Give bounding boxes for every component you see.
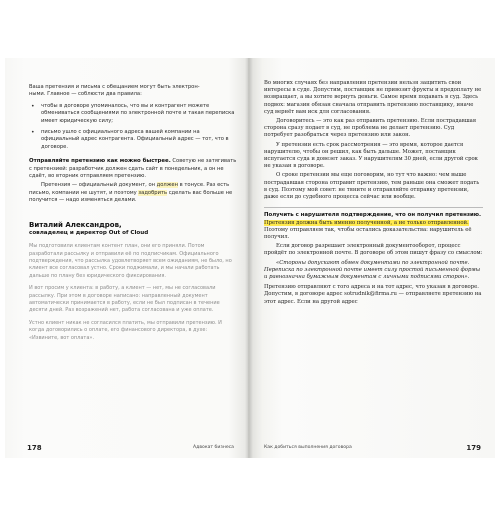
frame-paragraph bbox=[264, 212, 483, 241]
deadline-paragraph: У претензии есть срок рассмотрения — это время, которое дается нарушителю, чтобы он решил, как быть дальше. Может, поставщик испугается суда и довезет заказ. У нарушителям 30 дней, если другой срок не указан в договоре. bbox=[264, 141, 478, 170]
expert-quote: Мы подготовили клиентам контент план, они его приняли. Потом разработали рассылку и отправили её по подписчикам. Официального подтверждения, что рассылка удовлетворяет всем ожиданиям, не было, но клиент все согласовал устно. Сроки поджимали, и мы начали работать дальше по плану без юридического фиксирования. bbox=[29, 243, 232, 279]
footer-left: Адвокат бизнеса bbox=[193, 445, 234, 450]
frame-heading: Получить с нарушителя подтверждение, что он получил претензию. bbox=[264, 212, 482, 219]
footer-right: Как добиться выполнения договора bbox=[264, 445, 352, 450]
frame-highlight: Претензия должна быть именно полученной, а не только отправленной. bbox=[264, 219, 469, 226]
receipt-paragraph: О сроке претензии мы еще поговорим, но тут что важно: чем выше пострадавшая сторона отправит претензию, тем раньше она сможет подать в суд. Поэтому мой совет: не тяните и отправляйте отправку претензии, даже если до судебного процесса сейчас или вообще. bbox=[264, 172, 480, 201]
frame-text: Поэтому отправляем так, чтобы остались доказательства: нарушитель её получил. bbox=[264, 226, 472, 241]
left-page bbox=[5, 58, 248, 458]
expert-role: совладелец и директор Out of Cloud bbox=[29, 229, 149, 236]
book-gutter bbox=[245, 58, 253, 458]
claim-text-faint-highlight: должен bbox=[156, 182, 179, 189]
when-paragraph: Договоритесь — это как раз отправить претензию. Если пострадавшая сторона сразу подает в суд, не проблема не делает претензию. Суд потребует разобраться через претензию или закон. bbox=[264, 118, 477, 139]
intro-paragraph bbox=[29, 84, 238, 99]
right-page bbox=[248, 58, 495, 458]
claim-text: в тонусе. Раз есть письмо, компании не шутят, и поэтому bbox=[29, 182, 230, 196]
italic-quote: «Стороны допускают обмен документами по электронной почте. Переписка по электронной почте имеет силу простой письменной формы и равнозначна бумажным документам с личными подписями сторон». bbox=[264, 259, 481, 281]
expert-name: Виталий Александров, bbox=[29, 220, 122, 229]
rule-item: • письмо ушло с официального адреса вашей компании на официальный адрес контрагента. Официальный адрес — тот, что в договоре. bbox=[29, 129, 238, 151]
intro-line: Ваша претензия и письма с обещанием могут быть электрон- bbox=[29, 84, 200, 90]
top-paragraph: Во многих случаях без направления претензии нельзя защитить свои интересы в суде. Допустим, поставщик не привозит фрукты и предоплату не возвращает, а вы хотите вернуть деньги. Самое время подавать в суд. Здесь подвох: магазин обязан сначала отправить претензию поставщику, иначе суд вернёт вам иск для согласования. bbox=[264, 80, 482, 115]
claim-paragraph bbox=[29, 182, 238, 204]
open-book bbox=[5, 58, 495, 458]
receipt-frame bbox=[264, 207, 483, 241]
claim-text-highlight: задобрить bbox=[138, 189, 168, 196]
claim-text: сделать вас больше не получится — надо изменяться делами. bbox=[29, 189, 233, 204]
rule-item: • чтобы в договоре упоминалось, что вы и контрагент можете обмениваться сообщениями по электронной почте и такая переписка имеет юридическую силу; bbox=[29, 103, 238, 125]
section-text: Советую не затягивать с претензией: разработчик должен сдать сайт в понедельник, а он не сдаёт, во вторник отправляем претензию. bbox=[29, 158, 237, 180]
intro-line: ными. Главное — соблюсти два правила: bbox=[29, 91, 142, 98]
rules-list bbox=[29, 103, 238, 151]
section-paragraph bbox=[29, 158, 238, 180]
expert-quote: Устно клиент никак не согласился платить, мы отправили претензию. И когда договорились о оплате, его финансового директора, в духе: «Извините, вот оплата». bbox=[29, 319, 222, 341]
page-number-left: 178 bbox=[27, 444, 42, 452]
page-number-right: 179 bbox=[466, 444, 481, 452]
claim-text: Претензия — официальный документ, он bbox=[41, 182, 157, 189]
expert-quote: И вот просим у клиента: в работу, а клиент — нет, мы не согласовали рассылку. При этом в договоре написано: направленный документ автоматически принимается в работу, если не был подписан в течение десяти дней. Раз возражений нет, работа согласована и уже оплате. bbox=[29, 285, 220, 314]
email-paragraph: Если договор разрешает электронный документооборот, процесс пройдёт по электронной почте. В договоре об этом пишут фразу со смыслом: bbox=[264, 243, 483, 257]
section-heading: Отправляйте претензию как можно быстрее. bbox=[29, 158, 171, 165]
address-paragraph: Претензию отправляют с того адреса и на тот адрес, что указан в договоре. Допустим, в договоре адрес sotrudnik@firma.ru — отправляете претензию на этот адрес. Если на другой адрес bbox=[264, 284, 482, 305]
